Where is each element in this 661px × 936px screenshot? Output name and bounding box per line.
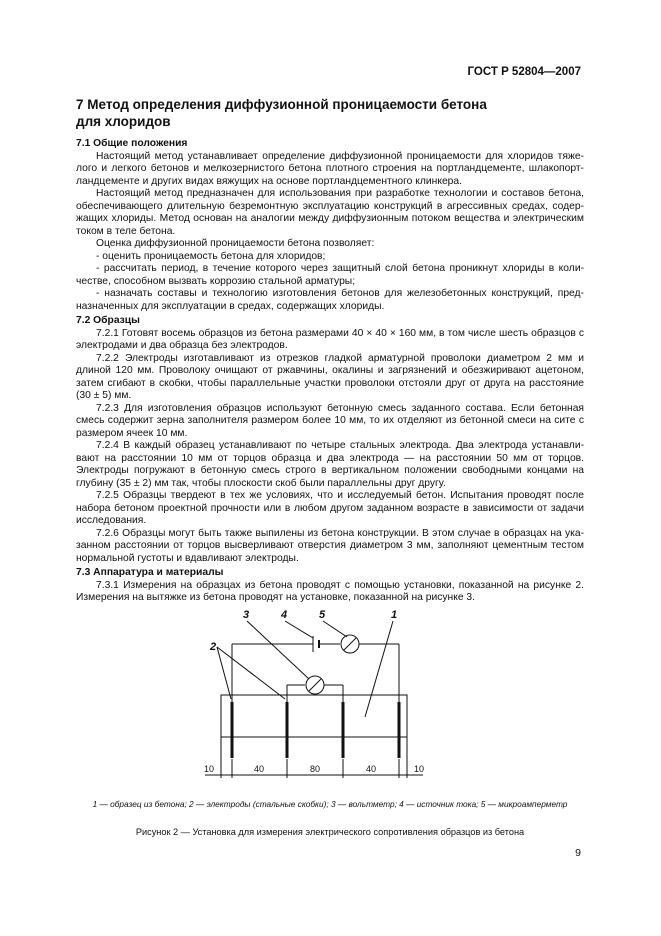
document-id-header: ГОСТ Р 52804—2007 (467, 66, 581, 78)
paragraph: Настоящий метод предназначен для использования при разработке технологии и составов бетона, обеспечивающего длительную безремонтную эксплуатацию конструкций в агрессивных средах, содер- жащих хлориды. Метод основан на аналогии между диффузионным потоком вещества и электрическим током в теле бетона. (76, 188, 584, 237)
page-number: 9 (575, 847, 581, 859)
label-4: 4 (281, 609, 288, 621)
subsection-heading-7-1: 7.1 Общие положения (76, 138, 188, 149)
paragraph: 7.2.6 Образцы могут быть также выпилены из бетона конструкции. В этом случае в образцах на ука- занном расстоянии от торцов высверливают отверстия диаметром 3 мм, заполняют цементным тестом нормальной густоты и вдавливают электроды. (76, 527, 584, 564)
subsection-heading-7-3: 7.3 Аппаратура и материалы (76, 567, 224, 578)
label-3: 3 (243, 609, 250, 621)
paragraph: Оценка диффузионной проницаемости бетона позволяет: (96, 238, 375, 249)
section-title-line-1: 7 Метод определения диффузионной проницаемости бетона (76, 97, 487, 112)
body-text (76, 136, 584, 605)
label-5: 5 (319, 609, 326, 621)
list-item: - оценить проницаемость бетона для хлоридов; (96, 250, 326, 262)
list-item: - назначать составы и технологию изготовления бетонов для железобетонных конструкций, пред- назначенных для эксплуатации в средах, содержащих хлориды. (76, 288, 584, 312)
section-title-line-2: для хлоридов (76, 114, 171, 129)
figure-2-diagram (195, 607, 435, 787)
paragraph: 7.2.1 Готовят восемь образцов из бетона размерами 40 × 40 × 160 мм, в том числе шесть образцов с электродами и два образца без электродов. (76, 327, 584, 351)
list-item: - рассчитать период, в течение которого через защитный слой бетона проникнут хлориды в коли- честве, способном вызвать коррозию стальной арматуры; (76, 263, 584, 287)
paragraph: 7.2.3 Для изготовления образцов используют бетонную смесь заданного состава. Если бетонная смесь содержит зерна заполнителя размером более 10 мм, то их отделяют из бетонной смеси на сите с размером ячеек 10 мм. (76, 402, 584, 439)
dimension-label: 80 (309, 764, 321, 774)
paragraph: 7.2.5 Образцы твердеют в тех же условиях, что и исследуемый бетон. Испытания проводят после набора бетоном проектной прочности или в любом другом заданном возрасте в зависимости от задачи исследования. (76, 490, 584, 526)
paragraph: Настоящий метод устанавливает определение диффузионной проницаемости для хлоридов тяже- лого и легкого бетонов и мелкозернистого бетона плотного строения на портландцементе, шлакопорт- ландцементе и других видах вяжущих на основе портландцементного клинкера. (76, 150, 584, 187)
dimension-label: 10 (413, 764, 425, 774)
paragraph: 7.2.4 В каждый образец устанавливают по четыре стальных электрода. Два электрода устанавли- вают на расстоянии 10 мм от торцов образца и два электрода — на расстоянии 50 мм от торцов. Электроды погружают в бетонную смесь строго в вертикальном положении свободными концами на глубину (35 ± 2) мм так, чтобы плоскости скоб были параллельны друг другу. (76, 440, 584, 489)
section-title (76, 96, 576, 130)
dimension-label: 40 (253, 764, 265, 774)
paragraph: 7.2.2 Электроды изготавливают из отрезков гладкой арматурной проволоки диаметром 2 мм и длиной 120 мм. Проволоку очищают от ржавчины, окалины и загрязнений и обезжиривают ацетоном, затем сгибают в скобки, чтобы параллельные участки проволоки отстояли друг от друга на расстояние (30 ± 5) мм. (76, 352, 584, 401)
dimension-label: 40 (365, 764, 377, 774)
label-2: 2 (210, 641, 217, 653)
concrete-sample (221, 695, 407, 737)
label-1: 1 (391, 609, 398, 621)
dimension-label: 10 (203, 764, 215, 774)
subsection-heading-7-2: 7.2 Образцы (76, 315, 140, 326)
figure-caption: Рисунок 2 — Установка для измерения электрического сопротивления образцов из бетона (135, 827, 525, 837)
figure-legend: 1 — образец из бетона; 2 — электроды (стальные скобки); 3 — вольтметр; 4 — источник тока; 5 — микроамперметр (92, 799, 568, 809)
paragraph: 7.3.1 Измерения на образцах из бетона проводят с помощью установки, показанной на рисунке 2. Измерения на вытяжке из бетона проводят на установке, показанной на рисунке 3. (76, 579, 584, 603)
